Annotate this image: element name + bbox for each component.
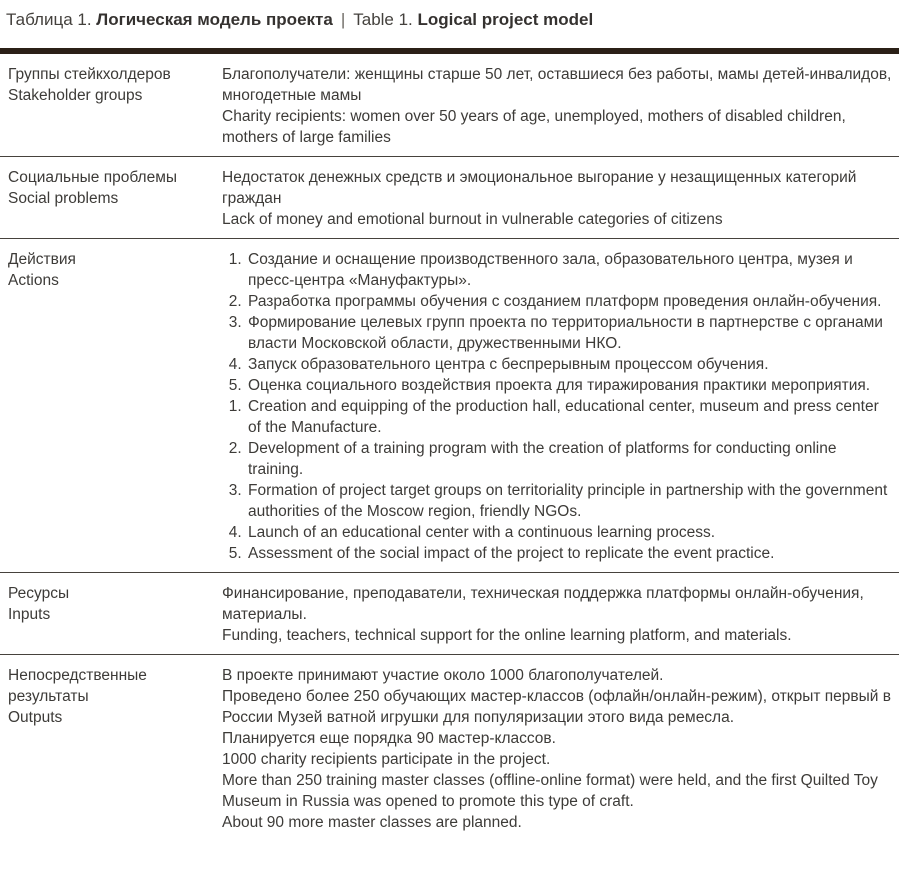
row-header-line: Outputs [8, 709, 63, 726]
table-caption [0, 0, 899, 31]
caption-ru-label: Таблица 1. [6, 10, 92, 29]
table-row-actions [0, 239, 899, 573]
row-header-line: Inputs [8, 606, 51, 623]
caption-en-title: Logical project model [417, 10, 594, 29]
row-content [222, 167, 899, 230]
list-item: 3. Formation of project target groups on territoriality principle in partnership with the government authorities of the Moscow region, friendly NGOs. [246, 480, 893, 522]
paragraph: 1000 charity recipients participate in the project. [222, 751, 551, 768]
paragraph: More than 250 training master classes (offline-online format) were held, and the first Quilted Toy Museum in Russia was opened to promote this type of craft. [222, 772, 878, 810]
row-content [222, 665, 899, 833]
numbered-list [222, 396, 893, 564]
row-header [0, 249, 222, 564]
table-row-inputs [0, 573, 899, 655]
row-header [0, 665, 222, 833]
list-item: 2. Разработка программы обучения с созданием платформ проведения онлайн-обучения. [246, 291, 893, 312]
row-header [0, 167, 222, 230]
paragraph: Funding, teachers, technical support for the online learning platform, and materials. [222, 627, 792, 644]
caption-ru-title: Логическая модель проекта [96, 10, 333, 29]
row-header-line: Социальные проблемы [8, 169, 177, 186]
table-row-social-problems [0, 157, 899, 239]
paragraph: Проведено более 250 обучающих мастер-классов (офлайн/онлайн-режим), открыт первый в России Музей ватной игрушки для популяризации этого вида ремесла. [222, 688, 891, 726]
row-header [0, 64, 222, 148]
list-item: 3. Формирование целевых групп проекта по территориальности в партнерстве с органами власти Московской области, дружественными НКО. [246, 312, 893, 354]
table-row-stakeholder-groups [0, 54, 899, 157]
row-header-line: Social problems [8, 190, 119, 207]
numbered-list [222, 249, 893, 396]
row-content [222, 64, 899, 148]
row-header-line: Ресурсы [8, 585, 70, 602]
paragraph: Финансирование, преподаватели, техническая поддержка платформы онлайн-обучения, материалы. [222, 585, 864, 623]
paragraph: Lack of money and emotional burnout in vulnerable categories of citizens [222, 211, 723, 228]
row-header-line: Непосредственные результаты [8, 667, 147, 705]
row-header-line: Stakeholder groups [8, 87, 143, 104]
paragraph: В проекте принимают участие около 1000 благополучателей. [222, 667, 664, 684]
row-header-line: Actions [8, 272, 59, 289]
paragraph: Недостаток денежных средств и эмоциональное выгорание у незащищенных категорий граждан [222, 169, 857, 207]
row-header-line: Действия [8, 251, 76, 268]
table-row-outputs [0, 655, 899, 841]
paragraph: Charity recipients: women over 50 years of age, unemployed, mothers of disabled children, mothers of large families [222, 108, 846, 146]
paragraph: About 90 more master classes are planned. [222, 814, 522, 831]
list-item: 1. Creation and equipping of the production hall, educational center, museum and press center of the Manufacture. [246, 396, 893, 438]
caption-en-label: Table 1. [353, 10, 413, 29]
list-item: 2. Development of a training program with the creation of platforms for conducting online training. [246, 438, 893, 480]
row-content [222, 249, 899, 564]
caption-divider: | [340, 10, 346, 29]
list-item: 5. Assessment of the social impact of the project to replicate the event practice. [246, 543, 893, 564]
list-item: 4. Запуск образовательного центра с беспрерывным процессом обучения. [246, 354, 893, 375]
list-item: 1. Создание и оснащение производственного зала, образовательного центра, музея и пресс-центра «Мануфактуры». [246, 249, 893, 291]
list-item: 4. Launch of an educational center with a continuous learning process. [246, 522, 893, 543]
paragraph: Благополучатели: женщины старше 50 лет, оставшиеся без работы, мамы детей-инвалидов, многодетные мамы [222, 66, 892, 104]
row-header [0, 583, 222, 646]
row-header-line: Группы стейкхолдеров [8, 66, 171, 83]
paragraph: Планируется еще порядка 90 мастер-классов. [222, 730, 556, 747]
logical-model-table [0, 54, 899, 841]
row-content [222, 583, 899, 646]
list-item: 5. Оценка социального воздействия проекта для тиражирования практики мероприятия. [246, 375, 893, 396]
